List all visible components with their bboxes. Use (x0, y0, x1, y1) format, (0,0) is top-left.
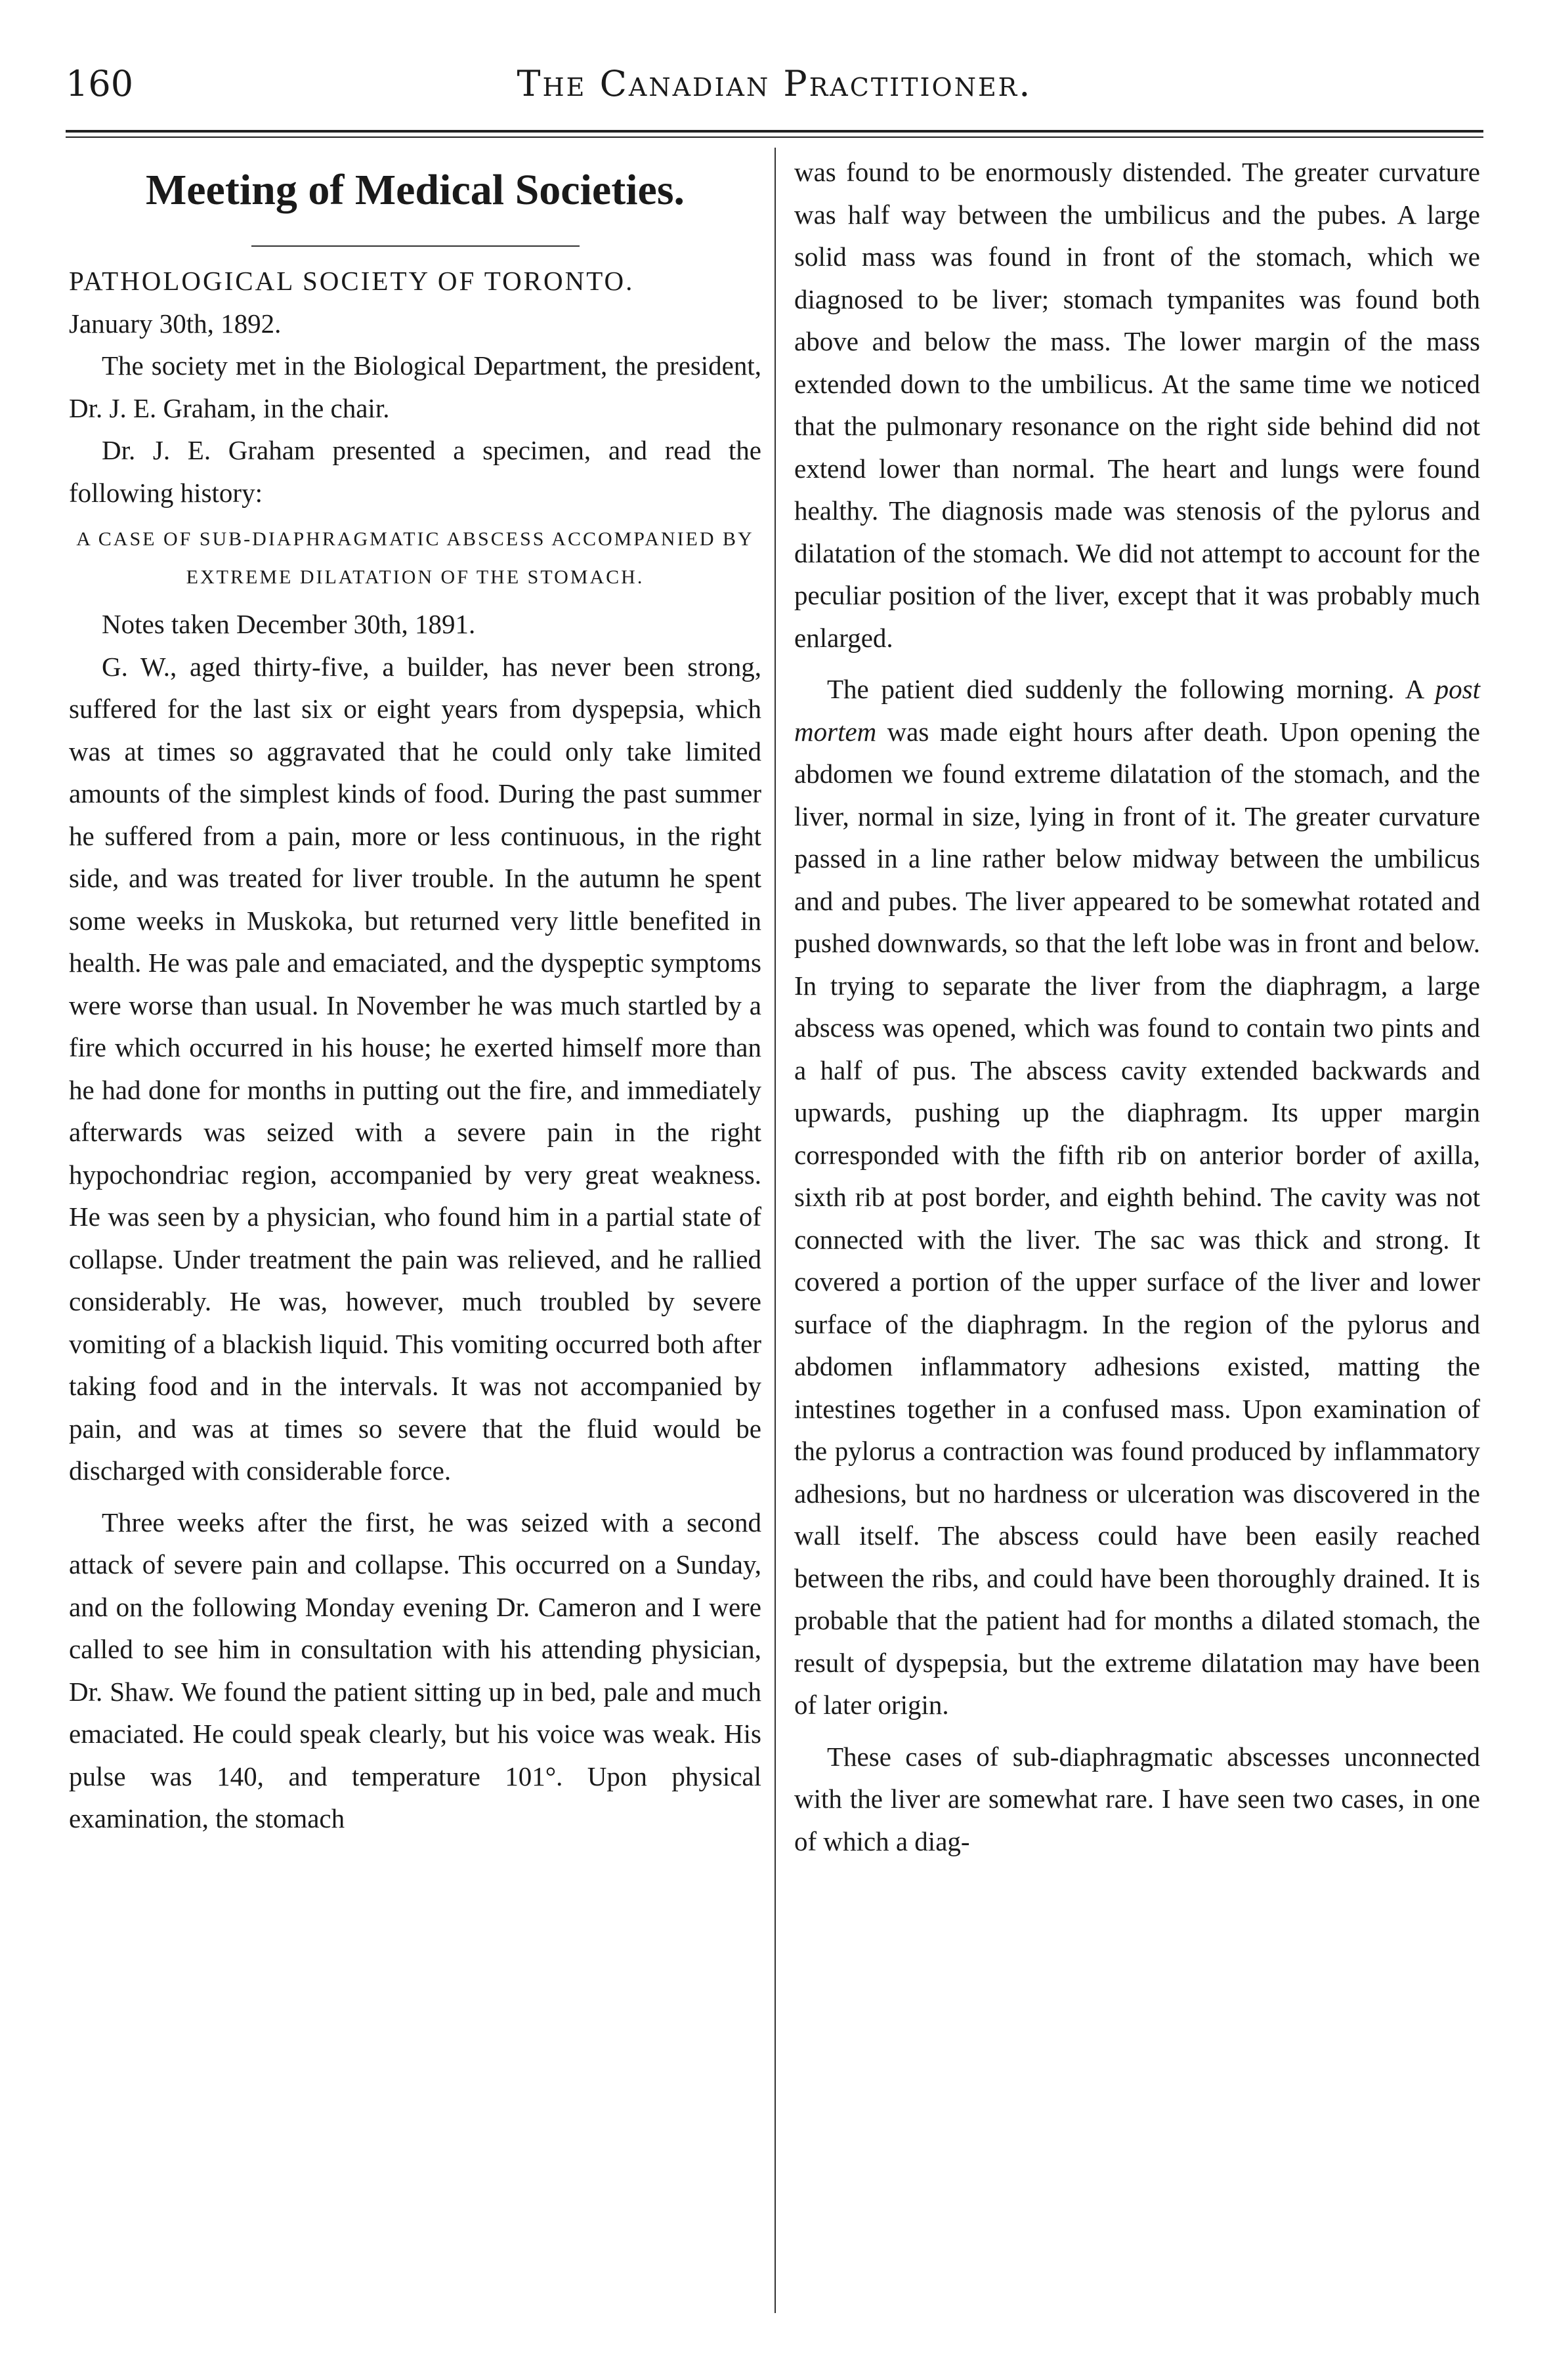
page-number: 160 (66, 63, 134, 104)
header-rule-thin (66, 136, 1483, 138)
society-title: PATHOLOGICAL SOCIETY OF TORONTO. (69, 266, 635, 296)
left-column (69, 151, 761, 1840)
post-mortem-italic: post mortem (794, 674, 1480, 747)
right-column (794, 151, 1480, 1862)
notes-date: Notes taken December 30th, 1891. (102, 609, 476, 639)
post-mortem-text: was made eight hours after death. Upon opening the abdomen we found extreme dilatation of the stomach, and the liver, normal in size, lying in front of it. The greater curvature passed in a line rather below midway between the umbilicus and and pubes. The liver appeared to be somewhat rotated and pushed downwards, so that the left lobe was in front and below. In trying to separate the liver from the diaphragm, a large abscess was opened, which was found to contain two pints and a half of pus. The abscess cavity extended backwards and upwards, pushing up the diaphragm. Its upper margin corresponded with the fifth rib on anterior border of axilla, sixth rib at post border, and eighth behind. The cavity was not connected with the liver. The sac was thick and strong. It covered a portion of the upper surface of the liver and lower surface of the diaphragm. In the region of the pylorus and abdomen inflammatory adhesions existed, matting the intestines together in a confused mass. Upon examination of the pylorus a contraction was found produced by inflammatory adhesions, but no hardness or ulceration was discovered in the wall itself. The abscess could have been easily reached between the ribs, and could have been thoroughly drained. It is probable that the patient had for months a dilated stomach, the result of dyspepsia, but the extreme dilatation may have been of later origin. (794, 716, 1480, 1720)
column-divider (775, 148, 776, 2313)
running-title: The Canadian Practitioner. (517, 63, 1032, 104)
case-title: A CASE OF SUB-DIAPHRAGMATIC ABSCESS ACCOMPANIED BY EXTREME DILATATION OF THE STOMACH. (76, 528, 754, 588)
case-paragraph-1: G. W., aged thirty-five, a builder, has never been strong, suffered for the last six or eight years from dyspepsia, which was at times so aggravated that he could only take limited amounts of the simplest kinds of food. During the past summer he suffered from a pain, more or less continuous, in the right side, and was treated for liver trouble. In the autumn he spent some weeks in Muskoka, but returned very little benefited in health. He was pale and emaciated, and the dyspeptic symptoms were worse than usual. In November he was much startled by a fire which occurred in his house; he exerted himself more than he had done for months in putting out the fire, and immediately afterwards was seized with a severe pain in the right hypochondriac region, accompanied by very great weakness. He was seen by a physician, who found him in a partial state of collapse. Under treatment the pain was relieved, and he rallied considerably. He was, however, much troubled by severe vomiting of a blackish liquid. This vomiting occurred both after taking food and in the intervals. It was not accompanied by pain, and was at times so severe that the fluid would be discharged with considerable force. (69, 651, 761, 1486)
meeting-date: January 30th, 1892. (69, 308, 282, 339)
post-mortem-lead: The patient died suddenly the following morning. A (827, 674, 1435, 704)
case-paragraph-4 (794, 668, 1480, 1726)
case-paragraph-3: was found to be enormously distended. The greater curvature was half way between the umbilicus and the pubes. A large solid mass was found in front of the stomach, which we diagnosed to be liver; stomach tympanites was found both above and below the mass. The lower margin of the mass extended down to the umbilicus. At the same time we noticed that the pulmonary resonance on the right side behind did not extend lower than normal. The heart and lungs were found healthy. The diagnosis made was stenosis of the pylorus and dilatation of the stomach. We did not attempt to account for the peculiar position of the liver, except that it was probably much enlarged. (794, 157, 1480, 653)
header-rule (66, 130, 1483, 133)
case-paragraph-5: These cases of sub-diaphragmatic abscesses unconnected with the liver are somewhat rare. I have seen two cases, in one of which a diag- (794, 1741, 1480, 1856)
page-header (66, 58, 1483, 117)
section-heading: Meeting of Medical Societies. (145, 166, 685, 214)
heading-rule (251, 245, 580, 247)
case-paragraph-2: Three weeks after the first, he was seized with a second attack of severe pain and collapse. This occurred on a Sunday, and on the following Monday evening Dr. Cameron and I were called to see him in consultation with his attending physician, Dr. Shaw. We found the patient sitting up in bed, pale and much emaciated. He could speak clearly, but his voice was weak. His pulse was 140, and temperature 101°. Upon physical examination, the stomach (69, 1507, 761, 1833)
intro-paragraph: The society met in the Biological Department, the president, Dr. J. E. Graham, in the chair. (69, 350, 761, 423)
presented-paragraph: Dr. J. E. Graham presented a specimen, and read the following history: (69, 435, 761, 508)
